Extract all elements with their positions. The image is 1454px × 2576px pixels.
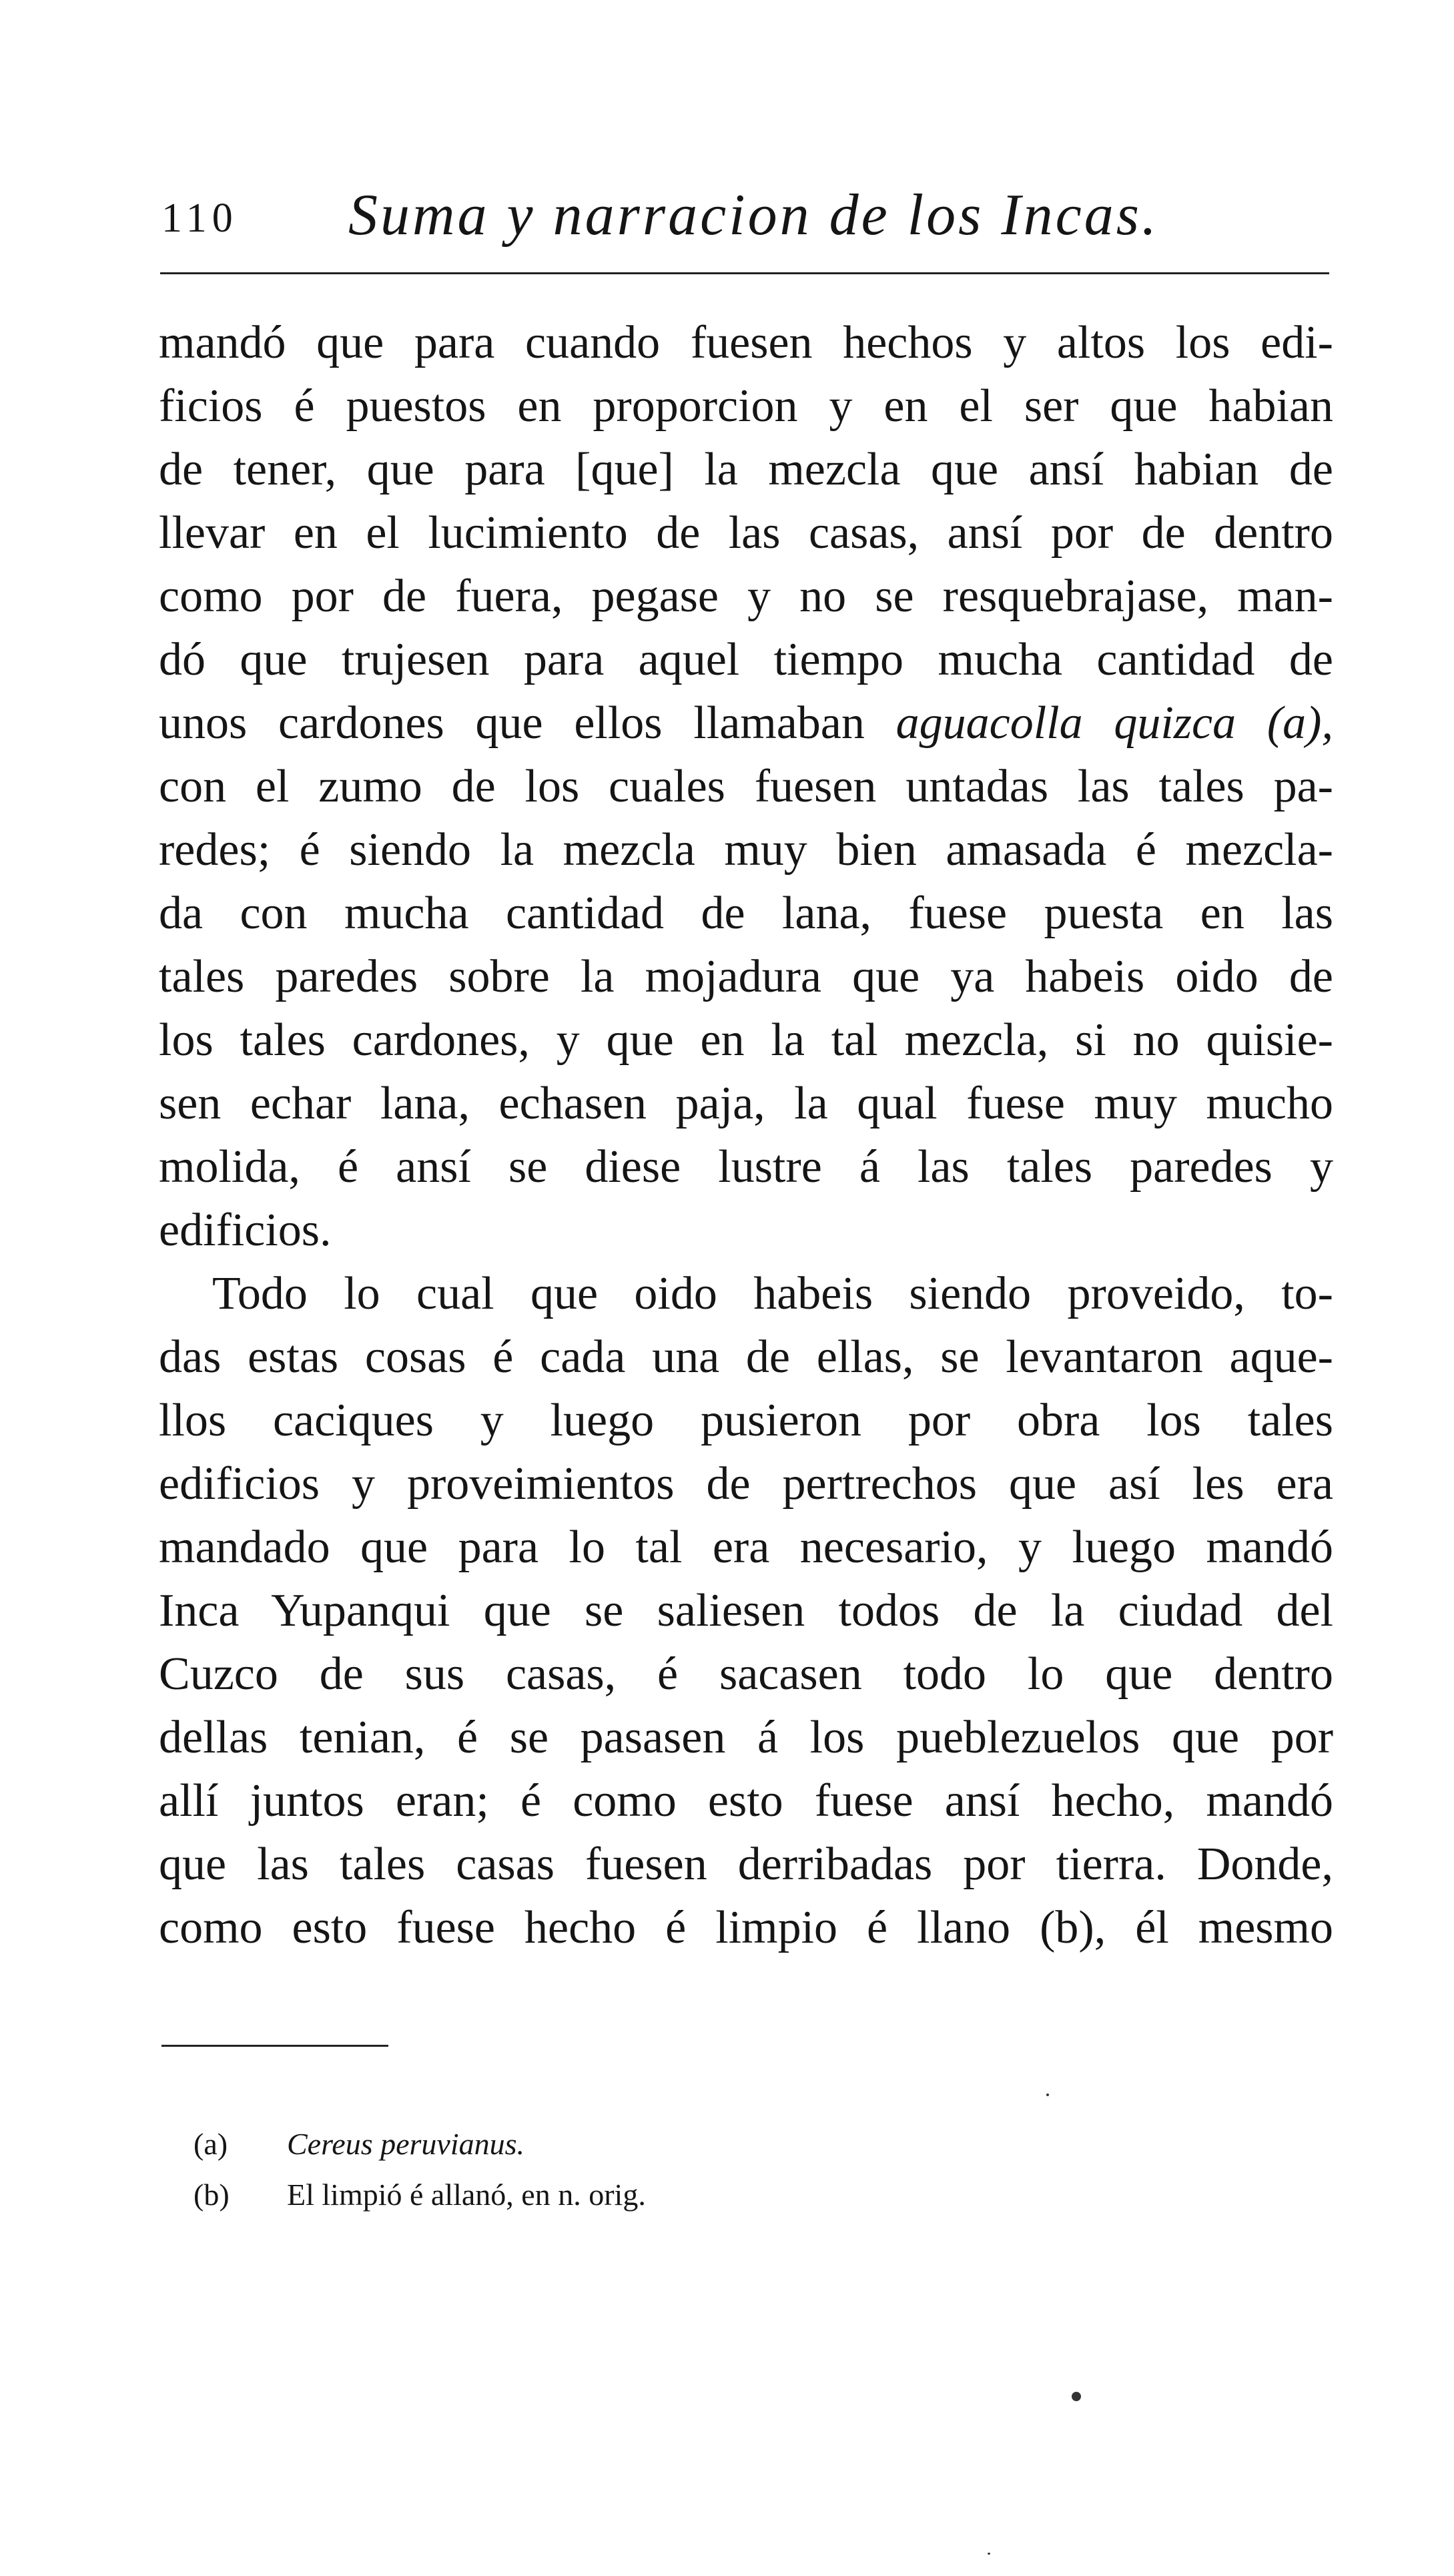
ink-speck [1072,2392,1081,2401]
text-line: sen echar lana, echasen paja, la qual fuese muy mucho [159,1078,1333,1129]
text-line: que las tales casas fuesen derribadas por tierra. Donde, [159,1839,1333,1890]
text-line: allí juntos eran; é como esto fuese ansí hecho, mandó [159,1775,1333,1827]
text-line: mandado que para lo tal era necesario, y luego mandó [159,1522,1333,1573]
ink-speck [988,2553,990,2555]
footnote-text: Cereus peruvianus. [287,2127,525,2161]
text-line: edificios y proveimientos de pertrechos que así les era [159,1458,1333,1510]
text-line: das estas cosas é cada una de ellas, se levantaron aque- [159,1331,1333,1383]
italic-term: aguacolla quizca (a), [895,697,1333,749]
footnote-rule [161,2045,388,2047]
paragraph-1 [159,311,1333,1262]
footnotes [194,2119,1128,2220]
footnote-text: El limpió é allanó, en n. orig. [287,2178,646,2212]
text-line-with-italic [159,691,1333,755]
text-line: molida, é ansí se diese lustre á las tales paredes y [159,1141,1333,1193]
text-line-start: unos cardones que ellos llamaban [159,697,865,749]
text-line: tales paredes sobre la mojadura que ya habeis oido de [159,951,1333,1002]
ink-speck [1046,2094,1049,2096]
text-line: Inca Yupanqui que se saliesen todos de la ciudad del [159,1585,1333,1636]
text-line: llevar en el lucimiento de las casas, ansí por de dentro [159,507,1333,559]
page-number: 110 [161,196,238,241]
page-header [161,175,1329,255]
text-line: llos caciques y luego pusieron por obra los tales [159,1395,1333,1446]
text-line: mandó que para cuando fuesen hechos y altos los edi- [159,317,1333,368]
text-line: edificios. [159,1205,332,1256]
text-line: con el zumo de los cuales fuesen untadas las tales pa- [159,761,1333,812]
text-line: dó que trujesen para aquel tiempo mucha cantidad de [159,634,1333,685]
footnote-a [194,2119,1128,2170]
text-line: como por de fuera, pegase y no se resquebrajase, man- [159,571,1333,622]
text-line: Todo lo cual que oido habeis siendo proveido, to- [212,1268,1333,1319]
text-line: Cuzco de sus casas, é sacasen todo lo que dentro [159,1648,1333,1700]
paragraph-2 [159,1262,1333,1959]
body-text [159,311,1333,1959]
footnote-label: (b) [194,2178,230,2212]
text-line: de tener, que para [que] la mezcla que ansí habian de [159,444,1333,495]
running-title: Suma y narracion de los Incas. [348,183,1159,248]
footnote-b [194,2170,1128,2220]
footnote-label: (a) [194,2127,228,2161]
text-line: dellas tenian, é se pasasen á los pueblezuelos que por [159,1712,1333,1763]
header-rule [160,272,1329,274]
text-line: como esto fuese hecho é limpio é llano (b), él mesmo [159,1902,1333,1953]
text-line: redes; é siendo la mezcla muy bien amasada é mezcla- [159,824,1333,876]
text-line: ficios é puestos en proporcion y en el ser que habian [159,380,1333,432]
text-line: da con mucha cantidad de lana, fuese puesta en las [159,888,1333,939]
text-line: los tales cardones, y que en la tal mezcla, si no quisie- [159,1014,1333,1066]
